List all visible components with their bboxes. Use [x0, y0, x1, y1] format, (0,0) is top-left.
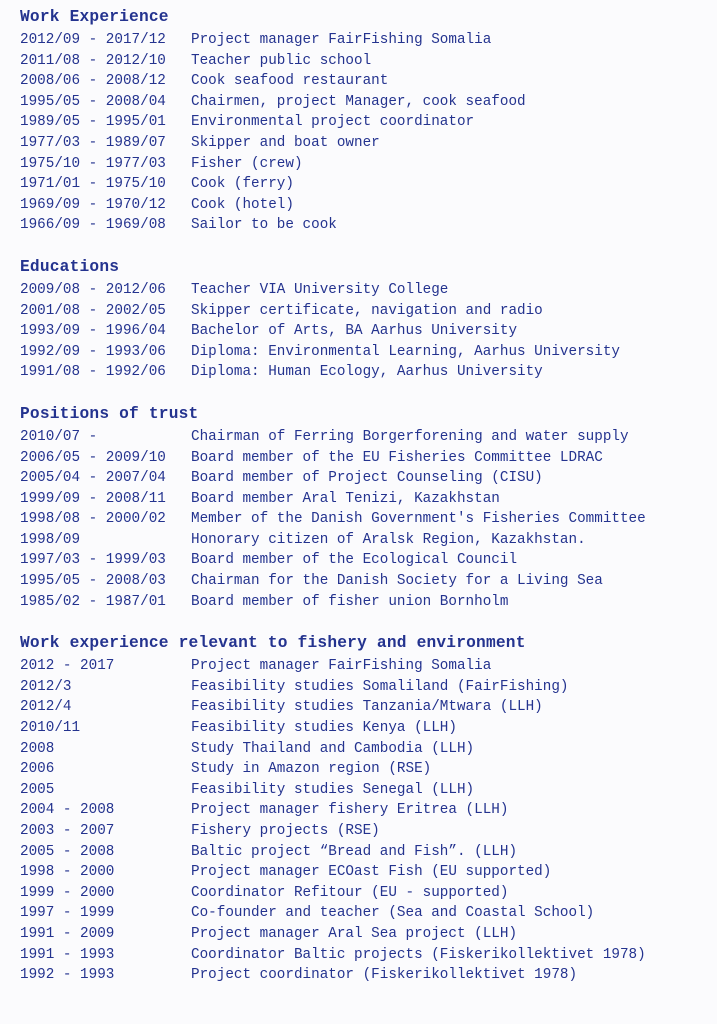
- entry-date: 1993/09 - 1996/04: [20, 323, 166, 340]
- entry-date: 1999/09 - 2008/11: [20, 490, 166, 507]
- entry-description: Study in Amazon region (RSE): [191, 761, 432, 778]
- entry-description: Cook (hotel): [191, 196, 294, 213]
- entry-description: Diploma: Human Ecology, Aarhus University: [191, 364, 543, 381]
- entry-date: 1989/05 - 1995/01: [20, 114, 166, 131]
- section-heading: Positions of trust: [20, 404, 199, 423]
- entry-date: 1998/08 - 2000/02: [20, 511, 166, 528]
- entry-description: Teacher VIA University College: [191, 281, 449, 298]
- entry-description: Board member of the Ecological Council: [191, 552, 518, 569]
- entry-row: [20, 800, 717, 821]
- entry-date: 2008/06 - 2008/12: [20, 73, 166, 90]
- entry-date: 1992/09 - 1993/06: [20, 343, 166, 360]
- entry-row: [20, 362, 717, 383]
- entry-row: [20, 945, 717, 966]
- entry-row: [20, 530, 717, 551]
- entry-date: 1997/03 - 1999/03: [20, 552, 166, 569]
- entry-date: 1995/05 - 2008/03: [20, 573, 166, 590]
- entry-row: [20, 759, 717, 780]
- entry-date: 2003 - 2007: [20, 823, 115, 839]
- section-2: [20, 404, 717, 612]
- entry-description: Chairman for the Danish Society for a Living Sea: [191, 573, 603, 590]
- entry-description: Bachelor of Arts, BA Aarhus University: [191, 323, 518, 340]
- entry-description: Chairmen, project Manager, cook seafood: [191, 93, 526, 110]
- entry-row: [20, 697, 717, 718]
- entry-date: 2012/4: [20, 699, 72, 716]
- entry-row: [20, 321, 717, 342]
- entry-row: [20, 842, 717, 863]
- entry-row: [20, 154, 717, 175]
- section-heading: Work experience relevant to fishery and environment: [20, 634, 526, 653]
- entry-row: [20, 924, 717, 945]
- entry-description: Coordinator Baltic projects (Fiskerikollektivet 1978): [191, 946, 646, 963]
- entry-row: [20, 965, 717, 986]
- entry-row: [20, 550, 717, 571]
- entry-date: 2012/3: [20, 678, 72, 695]
- entry-description: Feasibility studies Senegal (LLH): [191, 781, 475, 798]
- entry-date: 1966/09 - 1969/08: [20, 217, 166, 234]
- entry-date: 2005: [20, 781, 55, 798]
- entry-description: Environmental project coordinator: [191, 114, 475, 131]
- entry-description: Skipper certificate, navigation and radio: [191, 302, 543, 319]
- entry-row: [20, 489, 717, 510]
- entry-row: [20, 92, 717, 113]
- entry-row: [20, 656, 717, 677]
- entry-row: [20, 448, 717, 469]
- entry-date: 2005 - 2008: [20, 843, 115, 860]
- entry-row: [20, 112, 717, 133]
- entry-description: Member of the Danish Government's Fisheries Committee: [191, 511, 646, 528]
- entry-row: [20, 592, 717, 613]
- entry-description: Project manager FairFishing Somalia: [191, 658, 492, 675]
- entry-description: Diploma: Environmental Learning, Aarhus University: [191, 343, 620, 360]
- entry-date: 2011/08 - 2012/10: [20, 52, 166, 69]
- entry-date: 1991 - 1993: [20, 946, 115, 963]
- entry-date: 2005/04 - 2007/04: [20, 470, 166, 487]
- entry-description: Sailor to be cook: [191, 217, 337, 234]
- section-heading: Work Experience: [20, 8, 169, 26]
- entry-description: Honorary citizen of Aralsk Region, Kazakhstan.: [191, 531, 586, 548]
- entry-date: 1971/01 - 1975/10: [20, 176, 166, 193]
- entry-date: 1977/03 - 1989/07: [20, 134, 166, 151]
- entry-description: Skipper and boat owner: [191, 134, 380, 151]
- entry-date: 1999 - 2000: [20, 884, 115, 901]
- entry-row: [20, 215, 717, 236]
- entry-row: [20, 718, 717, 739]
- entry-row: [20, 30, 717, 51]
- entry-row: [20, 195, 717, 216]
- entry-description: Board member of fisher union Bornholm: [191, 593, 509, 610]
- entry-description: Project manager fishery Eritrea (LLH): [191, 802, 509, 819]
- entry-row: [20, 301, 717, 322]
- entry-description: Board member of the EU Fisheries Committee LDRAC: [191, 449, 603, 466]
- entry-date: 1997 - 1999: [20, 905, 115, 922]
- section-heading: Educations: [20, 257, 120, 276]
- entry-description: Project manager ECOast Fish (EU supported): [191, 864, 552, 881]
- entry-date: 1985/02 - 1987/01: [20, 593, 166, 610]
- entry-row: [20, 883, 717, 904]
- section-0: [20, 7, 717, 236]
- entry-row: [20, 51, 717, 72]
- entry-date: 2012 - 2017: [20, 658, 115, 675]
- entry-row: [20, 780, 717, 801]
- entry-description: Co-founder and teacher (Sea and Coastal School): [191, 905, 595, 922]
- entry-description: Board member Aral Tenizi, Kazakhstan: [191, 490, 500, 507]
- entry-row: [20, 71, 717, 92]
- entry-description: Project coordinator (Fiskerikollektivet 1978): [191, 967, 578, 984]
- entry-description: Feasibility studies Kenya (LLH): [191, 720, 457, 737]
- entry-description: Feasibility studies Somaliland (FairFishing): [191, 678, 569, 695]
- entry-row: [20, 739, 717, 760]
- entry-row: [20, 821, 717, 842]
- entry-row: [20, 862, 717, 883]
- entry-row: [20, 427, 717, 448]
- entry-date: 1995/05 - 2008/04: [20, 93, 166, 110]
- entry-description: Cook (ferry): [191, 176, 294, 193]
- entry-date: 2010/11: [20, 720, 81, 737]
- entry-row: [20, 468, 717, 489]
- entry-date: 1991 - 2009: [20, 925, 115, 942]
- entry-description: Board member of Project Counseling (CISU): [191, 470, 543, 487]
- entry-row: [20, 174, 717, 195]
- entry-description: Project manager FairFishing Somalia: [191, 32, 492, 48]
- entry-date: 2010/07 -: [20, 428, 98, 445]
- entry-date: 2006/05 - 2009/10: [20, 449, 166, 466]
- entry-description: Chairman of Ferring Borgerforening and water supply: [191, 428, 629, 445]
- entry-description: Fishery projects (RSE): [191, 823, 380, 839]
- section-3: [20, 633, 717, 986]
- entry-date: 2004 - 2008: [20, 802, 115, 819]
- entry-date: 2001/08 - 2002/05: [20, 302, 166, 319]
- entry-date: 2006: [20, 761, 55, 778]
- section-1: [20, 257, 717, 383]
- entry-date: 2012/09 - 2017/12: [20, 32, 166, 48]
- entry-description: Feasibility studies Tanzania/Mtwara (LLH): [191, 699, 543, 716]
- entry-row: [20, 509, 717, 530]
- entry-date: 2009/08 - 2012/06: [20, 281, 166, 298]
- entry-description: Fisher (crew): [191, 155, 303, 172]
- entry-description: Study Thailand and Cambodia (LLH): [191, 740, 475, 757]
- entry-date: 1975/10 - 1977/03: [20, 155, 166, 172]
- entry-description: Coordinator Refitour (EU - supported): [191, 884, 509, 901]
- entry-row: [20, 133, 717, 154]
- entry-row: [20, 677, 717, 698]
- entry-date: 2008: [20, 740, 55, 757]
- entry-description: Teacher public school: [191, 52, 372, 69]
- entry-description: Project manager Aral Sea project (LLH): [191, 925, 518, 942]
- entry-date: 1969/09 - 1970/12: [20, 196, 166, 213]
- entry-row: [20, 571, 717, 592]
- entry-row: [20, 903, 717, 924]
- entry-row: [20, 342, 717, 363]
- entry-date: 1991/08 - 1992/06: [20, 364, 166, 381]
- entry-description: Baltic project “Bread and Fish”. (LLH): [191, 843, 518, 860]
- entry-description: Cook seafood restaurant: [191, 73, 389, 90]
- entry-date: 1998 - 2000: [20, 864, 115, 881]
- entry-date: 1998/09: [20, 531, 81, 548]
- entry-date: 1992 - 1993: [20, 967, 115, 984]
- entry-row: [20, 280, 717, 301]
